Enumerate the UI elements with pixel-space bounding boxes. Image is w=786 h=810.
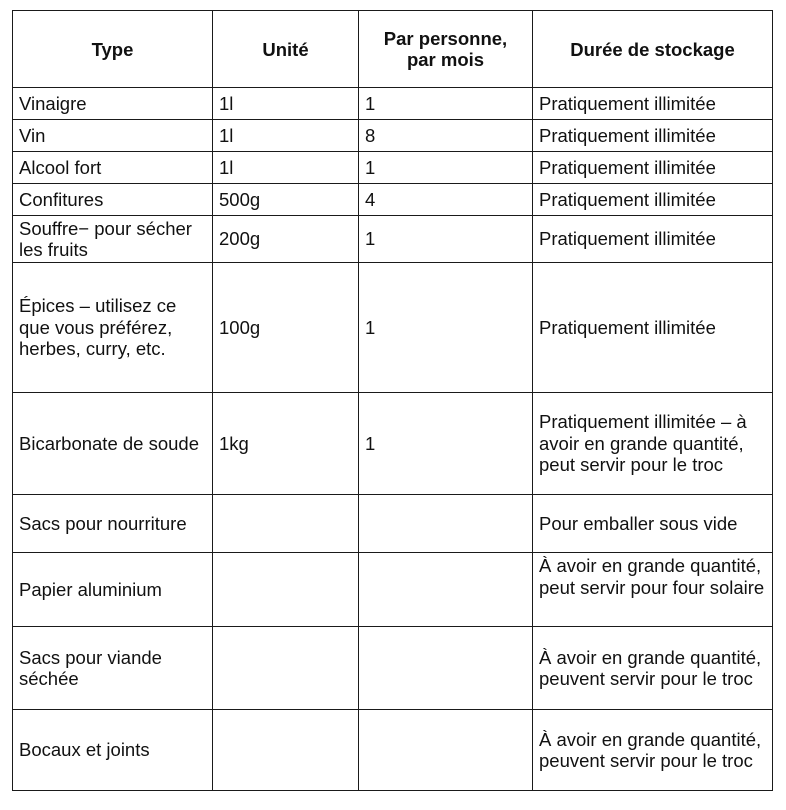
cell-quantite <box>359 627 533 710</box>
storage-table <box>12 10 773 791</box>
cell-type: Sacs pour viande séchée <box>13 627 213 710</box>
cell-quantite: 1 <box>359 393 533 495</box>
cell-duree: Pratiquement illimitée <box>533 120 773 152</box>
cell-type: Confitures <box>13 184 213 216</box>
cell-type: Vin <box>13 120 213 152</box>
cell-quantite: 4 <box>359 184 533 216</box>
storage-table-container <box>12 10 773 791</box>
cell-quantite: 1 <box>359 88 533 120</box>
cell-duree: Pratiquement illimitée – à avoir en grande quantité, peut servir pour le troc <box>533 393 773 495</box>
cell-quantite: 1 <box>359 216 533 263</box>
table-row <box>13 88 773 120</box>
cell-unite: 1l <box>213 88 359 120</box>
cell-quantite: 1 <box>359 263 533 393</box>
cell-type: Vinaigre <box>13 88 213 120</box>
table-row <box>13 495 773 553</box>
cell-unite <box>213 627 359 710</box>
cell-quantite <box>359 710 533 791</box>
cell-type: Bocaux et joints <box>13 710 213 791</box>
header-type: Type <box>13 11 213 88</box>
cell-duree: Pratiquement illimitée <box>533 184 773 216</box>
table-row <box>13 553 773 627</box>
cell-duree: Pratiquement illimitée <box>533 152 773 184</box>
cell-unite: 1l <box>213 120 359 152</box>
table-row <box>13 152 773 184</box>
cell-duree: Pratiquement illimitée <box>533 216 773 263</box>
table-row <box>13 216 773 263</box>
cell-type: Bicarbonate de soude <box>13 393 213 495</box>
table-row <box>13 710 773 791</box>
cell-type: Papier aluminium <box>13 553 213 627</box>
cell-unite: 500g <box>213 184 359 216</box>
cell-duree: À avoir en grande quantité, peuvent servir pour le troc <box>533 627 773 710</box>
cell-duree: À avoir en grande quantité, peuvent servir pour le troc <box>533 710 773 791</box>
table-row <box>13 263 773 393</box>
cell-unite <box>213 553 359 627</box>
cell-unite <box>213 495 359 553</box>
cell-unite: 200g <box>213 216 359 263</box>
cell-unite: 1kg <box>213 393 359 495</box>
header-par-personne: Par personne, par mois <box>359 11 533 88</box>
cell-duree: Pour emballer sous vide <box>533 495 773 553</box>
cell-duree: Pratiquement illimitée <box>533 88 773 120</box>
cell-type: Épices – utilisez ce que vous préférez, herbes, curry, etc. <box>13 263 213 393</box>
cell-quantite <box>359 553 533 627</box>
cell-quantite: 8 <box>359 120 533 152</box>
cell-quantite: 1 <box>359 152 533 184</box>
cell-unite <box>213 710 359 791</box>
cell-type: Sacs pour nourriture <box>13 495 213 553</box>
cell-type: Souffre− pour sécher les fruits <box>13 216 213 263</box>
cell-duree: Pratiquement illimitée <box>533 263 773 393</box>
table-row <box>13 184 773 216</box>
table-row <box>13 120 773 152</box>
table-row <box>13 627 773 710</box>
cell-quantite <box>359 495 533 553</box>
header-duree: Durée de stockage <box>533 11 773 88</box>
header-unite: Unité <box>213 11 359 88</box>
header-row <box>13 11 773 88</box>
cell-type: Alcool fort <box>13 152 213 184</box>
table-row <box>13 393 773 495</box>
cell-unite: 1l <box>213 152 359 184</box>
cell-unite: 100g <box>213 263 359 393</box>
cell-duree: À avoir en grande quantité, peut servir pour four solaire <box>533 553 773 627</box>
